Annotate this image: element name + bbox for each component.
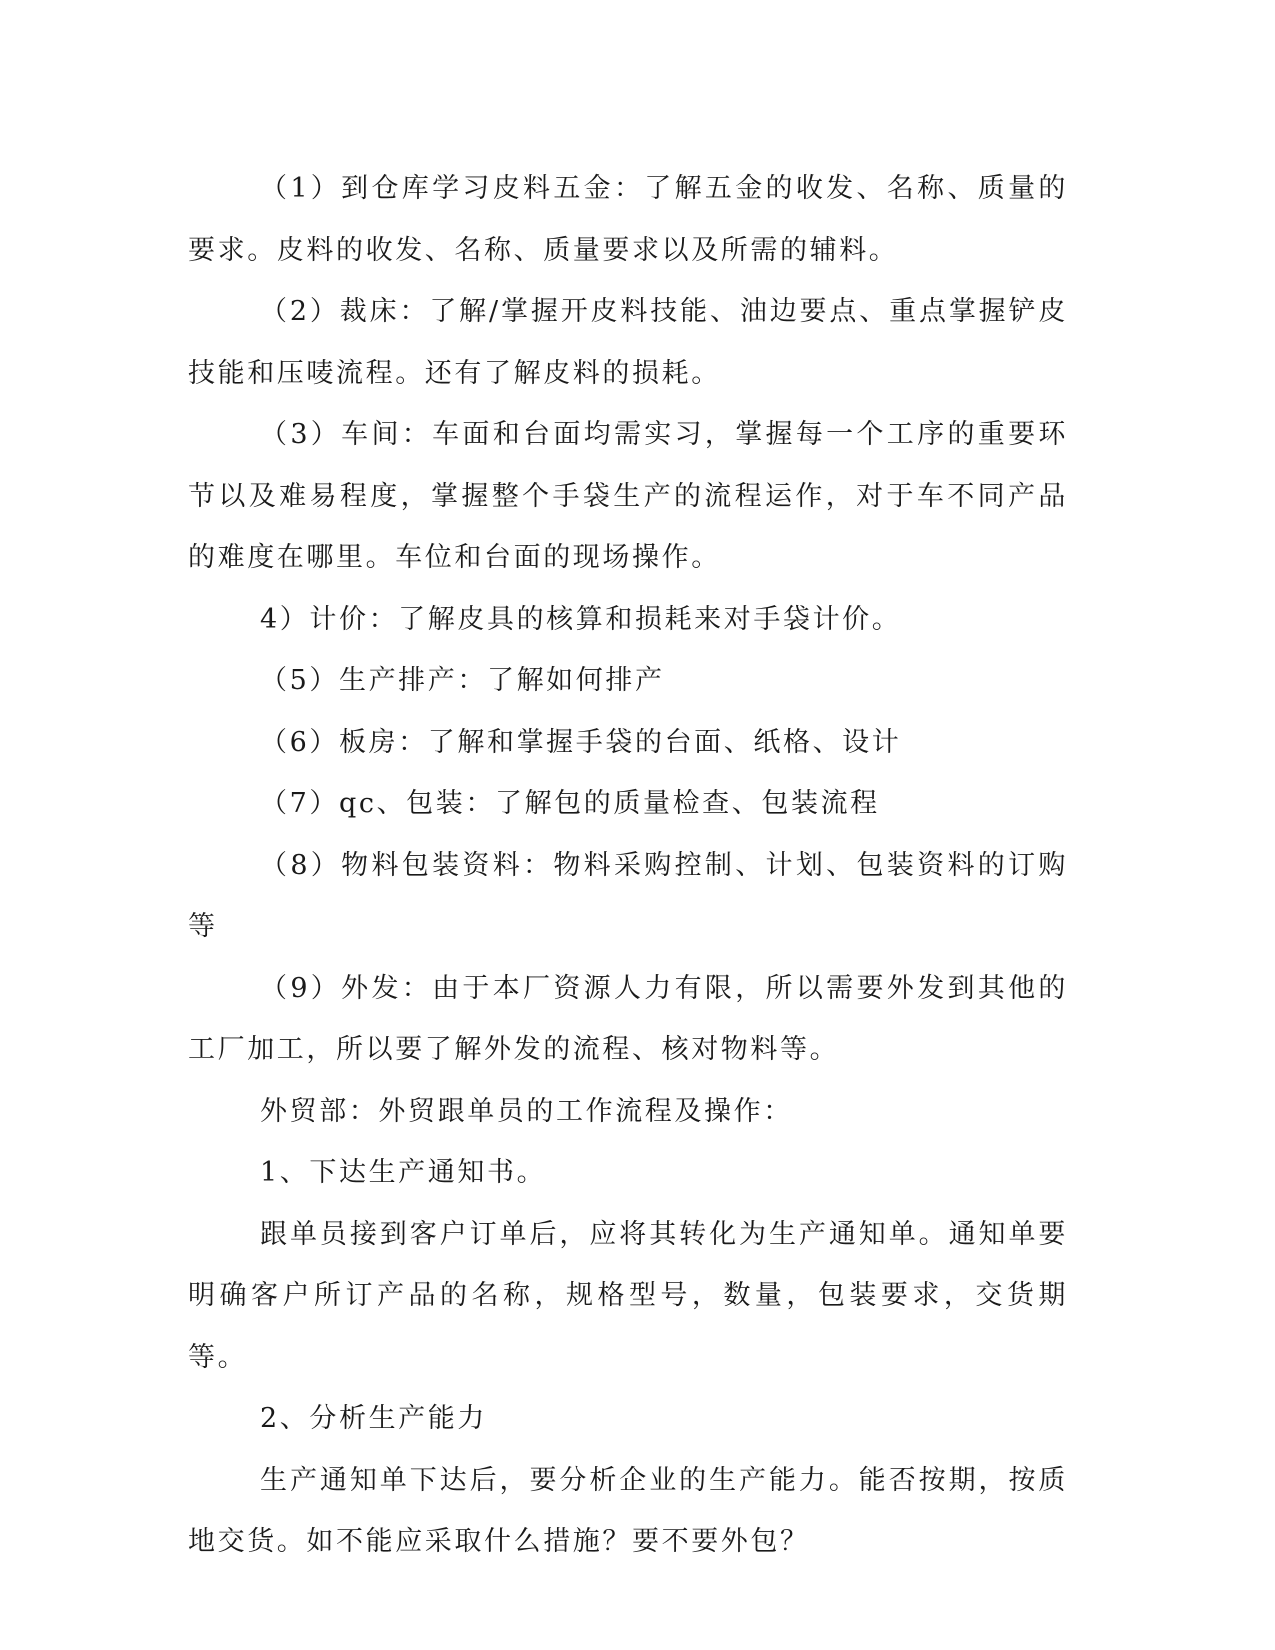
- paragraph-warehouse: （1）到仓库学习皮料五金：了解五金的收发、名称、质量的要求。皮料的收发、名称、质量要求以及所需的辅料。: [188, 173, 1068, 266]
- paragraph-step-1-heading: 1、下达生产通知书。: [260, 1157, 547, 1188]
- paragraph-scheduling: （5）生产排产：了解如何排产: [260, 665, 665, 696]
- paragraph-materials: （8）物料包装资料：物料采购控制、计划、包装资料的订购等: [188, 849, 1068, 942]
- document-body: [188, 158, 1068, 1573]
- paragraph-sample-room: （6）板房：了解和掌握手袋的台面、纸格、设计: [260, 726, 902, 758]
- paragraph-step-1-body: 跟单员接到客户订单后，应将其转化为生产通知单。通知单要明确客户所订产品的名称，规格型号，数量，包装要求，交货期等。: [188, 1218, 1068, 1373]
- paragraph-trade-dept: 外贸部：外贸跟单员的工作流程及操作：: [260, 1095, 793, 1127]
- paragraph-workshop: （3）车间：车面和台面均需实习，掌握每一个工序的重要环节以及难易程度，掌握整个手袋生产的流程运作，对于车不同产品的难度在哪里。车位和台面的现场操作。: [188, 419, 1068, 573]
- paragraph-cutting: （2）裁床：了解/掌握开皮料技能、油边要点、重点掌握铲皮技能和压唛流程。还有了解皮料的损耗。: [188, 296, 1068, 389]
- paragraph-pricing: 4）计价：了解皮具的核算和损耗来对手袋计价。: [260, 603, 902, 635]
- paragraph-outsourcing: （9）外发：由于本厂资源人力有限，所以需要外发到其他的工厂加工，所以要了解外发的流程、核对物料等。: [188, 972, 1068, 1065]
- paragraph-step-2-heading: 2、分析生产能力: [260, 1403, 487, 1434]
- paragraph-qc-packaging: （7）qc、包装：了解包的质量检查、包装流程: [260, 788, 880, 819]
- paragraph-step-2-body: 生产通知单下达后，要分析企业的生产能力。能否按期，按质地交货。如不能应采取什么措施？要不要外包？: [188, 1464, 1068, 1557]
